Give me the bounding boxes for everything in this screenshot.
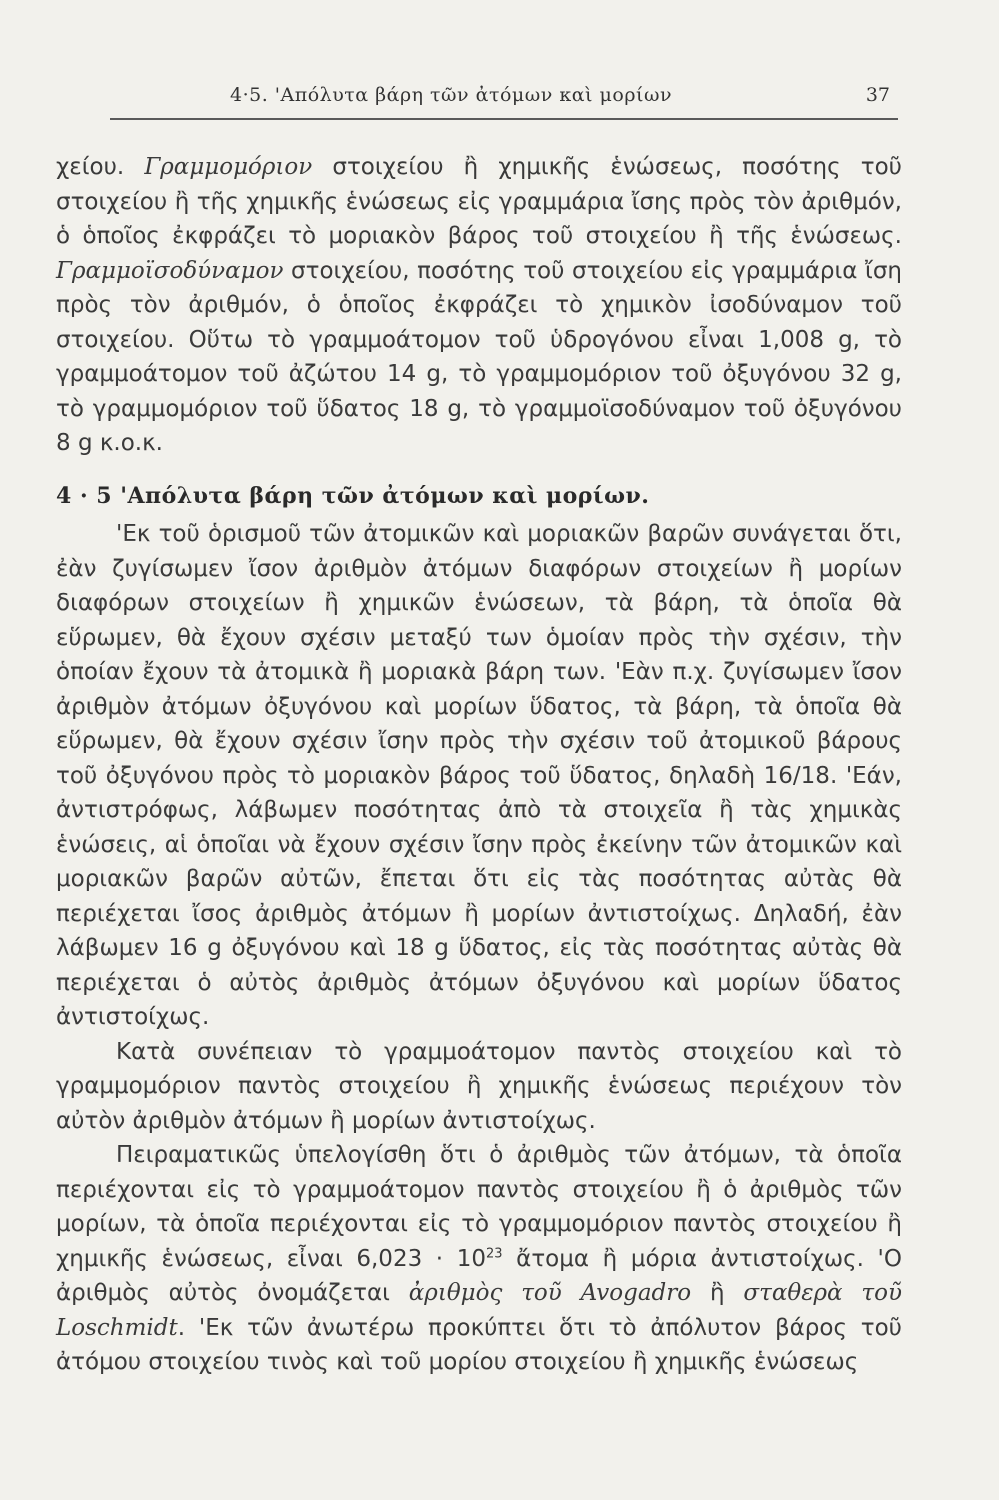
paragraph-weights: 'Εκ τοῦ ὁρισμοῦ τῶν ἀτομικῶν καὶ μοριακῶν βαρῶν συνάγεται ὅτι, ἐὰν ζυγίσωμεν ἴσον ἀριθμὸν ἀτόμων διαφόρων στοιχείων ἢ μορίων διαφόρων στοιχείων ἢ χημικῶν ἑνώσεων, τὰ βάρη, τὰ ὁποῖα θὰ εὕρωμεν, θὰ ἔχουν σχέσιν μεταξύ των ὁμοίαν πρὸς τὴν σχέσιν, τὴν ὁποίαν ἔχουν τὰ ἀτομικὰ ἢ μοριακὰ βάρη των. 'Εὰν π.χ. ζυγίσωμεν ἴσον ἀριθμὸν ἀτόμων ὀξυγόνου καὶ μορίων ὕδατος, τὰ βάρη, τὰ ὁποῖα θὰ εὕρωμεν, θὰ ἔχουν σχέσιν ἴσην πρὸς τὴν σχέσιν τοῦ ἀτομικοῦ βάρους τοῦ ὀξυγόνου πρὸς τὸ μοριακὸν βάρος τοῦ ὕδατος, δηλαδὴ 16/18. 'Εάν, ἀντιστρόφως, λάβωμεν ποσότητας ἀπὸ τὰ στοιχεῖα ἢ τὰς χημικὰς ἑνώσεις, αἱ ὁποῖαι νὰ ἔχουν σχέσιν ἴσην πρὸς ἐκείνην τῶν ἀτομικῶν καὶ μοριακῶν βαρῶν αὐτῶν, ἔπεται ὅτι εἰς τὰς ποσότητας αὐτὰς θὰ περιέχεται ἴσος ἀριθμὸς ἀτόμων ἢ μορίων ἀντιστοίχως. Δηλαδή, ἐὰν λάβωμεν 16 g ὀξυγόνου καὶ 18 g ὕδατος, εἰς τὰς ποσότητας αὐτὰς θὰ περιέχεται ὁ αὐτὸς ἀριθμὸς ἀτόμων ὀξυγόνου καὶ μορίων ὕδατος ἀντιστοίχως. — [56, 521, 902, 1030]
paragraph-consequence: Κατὰ συνέπειαν τὸ γραμμοάτομον παντὸς στοιχείου καὶ τὸ γραμμομόριον παντὸς στοιχείου ἢ χημικῆς ἑνώσεως περιέχουν τὸν αὐτὸν ἀριθμὸν ἀτόμων ἢ μορίων ἀντιστοίχως. — [56, 1038, 902, 1134]
term-avogadro: ἀριθμὸς τοῦ Avogadro — [408, 1280, 692, 1306]
exponent: 23 — [486, 1245, 503, 1261]
header-rule — [110, 118, 898, 120]
running-header — [110, 84, 898, 114]
section-heading: 4 · 5 'Απόλυτα βάρη τῶν ἀτόμων καὶ μορίων. — [56, 482, 650, 509]
paragraph-avogadro: Πειραματικῶς ὑπελογίσθη ὅτι ὁ ἀριθμὸς τῶν ἀτόμων, τὰ ὁποῖα περιέχονται εἰς τὸ γραμμοάτομον παντὸς στοιχείου ἢ ὁ ἀριθμὸς τῶν μορίων, τὰ ὁποῖα περιέχονται εἰς τὸ γραμμομόριον παντὸς στοιχείου ἢ χημικῆς ἑνώσεως, εἶναι $6,023 \cdot 10^{23}$ ἄτομα ἢ μόρια ἀντιστοίχως. 'Ο ἀριθμὸς αὐτὸς ὀνομάζεται ἀριθμὸς τοῦ Avogadro ἢ σταθερὰ τοῦ Loschmidt. 'Εκ τῶν ἀνωτέρω προκύπτει ὅτι τὸ ἀπόλυτον βάρος τοῦ ἀτόμου στοιχείου τινὸς καὶ τοῦ μορίου στοιχείου ἢ χημικῆς ἑνώσεως — [56, 1142, 902, 1375]
body-text — [56, 150, 902, 1380]
page-number: 37 — [865, 84, 890, 106]
header-title: 4·5. 'Απόλυτα βάρη τῶν ἀτόμων καὶ μορίων — [230, 84, 672, 106]
paragraph-definitions: χείου. Γραμμομόριον στοιχείου ἢ χημικῆς ἑνώσεως, ποσότης τοῦ στοιχείου ἢ τῆς χημικῆς ἑνώσεως εἰς γραμμάρια ἴσης πρὸς τὸν ἀριθμόν, ὁ ὁποῖος ἐκφράζει τὸ μοριακὸν βάρος τοῦ στοιχείου ἢ τῆς ἑνώσεως. Γραμμοϊσοδύναμον στοιχείου, ποσότης τοῦ στοιχείου εἰς γραμμάρια ἴση πρὸς τὸν ἀριθμόν, ὁ ὁποῖος ἐκφράζει τὸ χημικὸν ἰσοδύναμον τοῦ στοιχείου. Οὕτω τὸ γραμμοάτομον τοῦ ὑδρογόνου εἶναι 1,008 g, τὸ γραμμοάτομον τοῦ ἀζώτου 14 g, τὸ γραμμομόριον τοῦ ὀξυγόνου 32 g, τὸ γραμμομόριον τοῦ ὕδατος 18 g, τὸ γραμμοϊσοδύναμον τοῦ ὀξυγόνου 8 g κ.ο.κ. — [56, 154, 902, 456]
term-loschmidt: σταθερὰ τοῦ Loschmidt — [56, 1280, 902, 1341]
term-grammoisodynamon: Γραμμοϊσοδύναμον — [56, 257, 284, 284]
term-grammomorion: Γραμμομόριον — [144, 154, 313, 180]
